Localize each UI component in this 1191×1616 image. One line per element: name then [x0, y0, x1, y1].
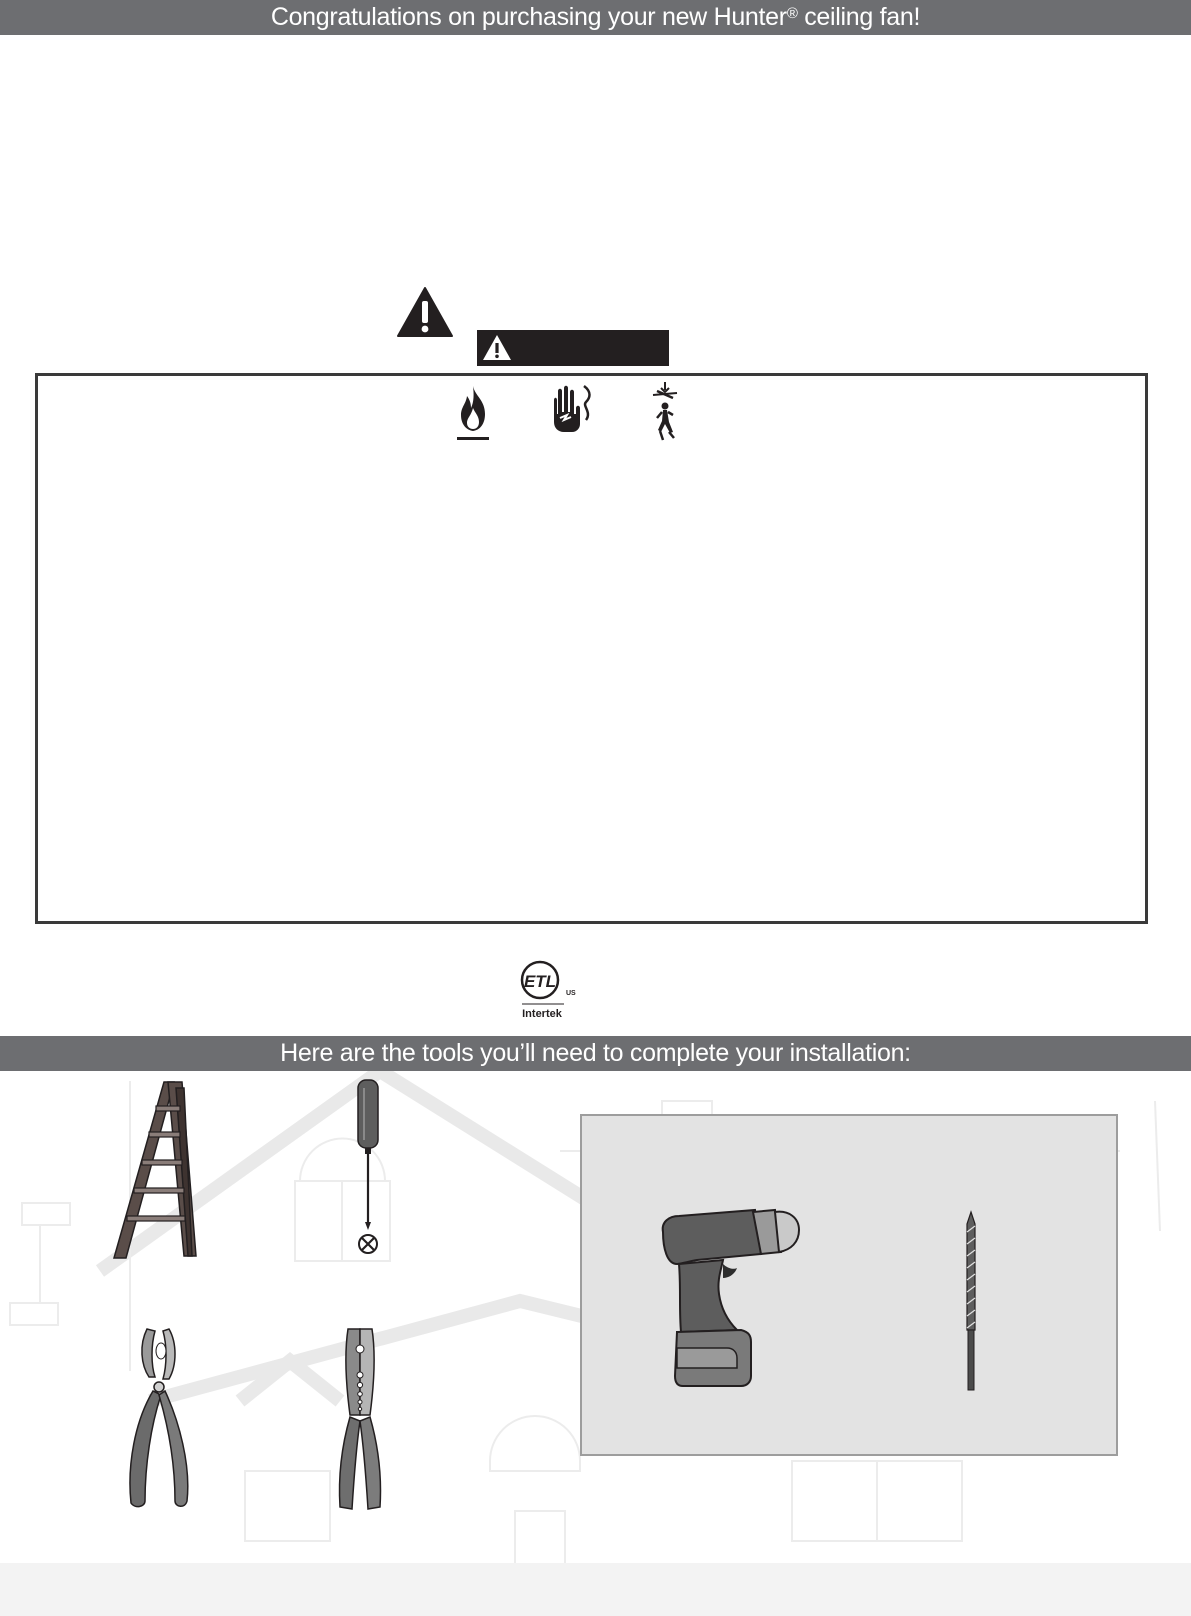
wire-strippers-icon	[332, 1325, 388, 1513]
fire-hazard-icon	[455, 382, 491, 442]
warning-label	[477, 330, 669, 366]
svg-text:US: US	[566, 990, 576, 997]
step-ladder-icon	[112, 1080, 202, 1260]
phillips-screwdriver-icon	[350, 1078, 386, 1260]
header-title: Congratulations on purchasing your new Hunter® ceiling fan!	[270, 3, 921, 31]
power-drill-icon	[657, 1208, 807, 1390]
etl-certification-mark	[518, 958, 578, 1024]
tools-section-title: Here are the tools you’ll need to complete your installation:	[280, 1039, 911, 1067]
safety-alert-triangle-icon	[396, 286, 454, 338]
etl-listed-mark-icon	[518, 958, 578, 1024]
falling-object-icon	[649, 382, 681, 444]
warning-triangle-icon	[481, 333, 513, 363]
footer-band	[0, 1563, 1191, 1616]
safety-warning-box	[35, 373, 1148, 924]
drill-bit-icon	[962, 1210, 980, 1392]
tools-section-banner	[0, 1036, 1191, 1071]
certification-agency: Intertek	[522, 1008, 562, 1020]
header-banner	[0, 0, 1191, 35]
electric-shock-icon	[550, 382, 596, 434]
svg-text:ETL: ETL	[523, 972, 557, 991]
slip-joint-pliers-icon	[125, 1325, 195, 1510]
